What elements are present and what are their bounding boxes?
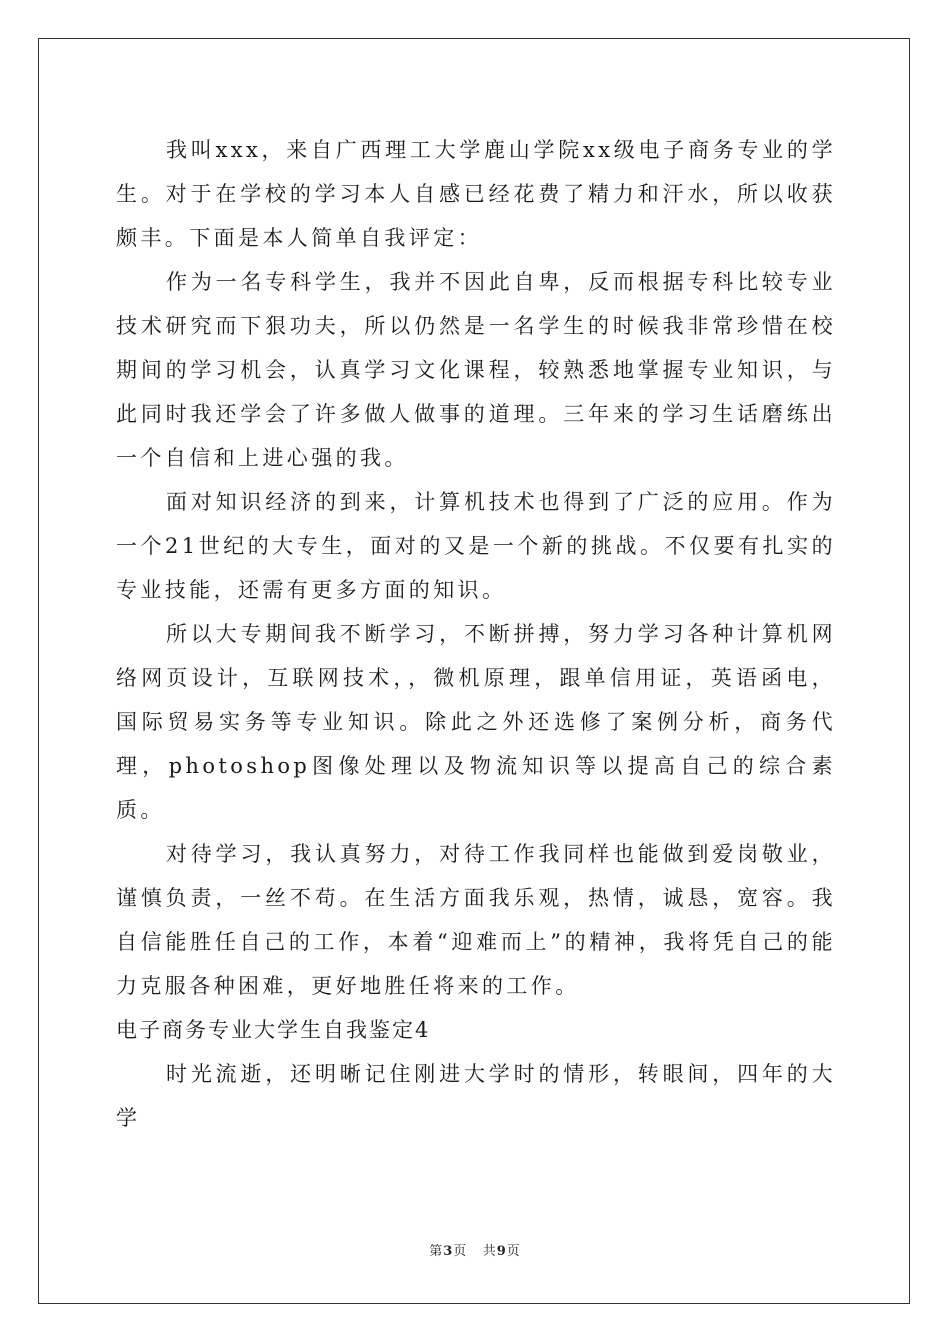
page-prefix: 第 — [429, 1244, 444, 1259]
total-pages: 9 — [496, 1244, 507, 1259]
paragraph-courses: 所以大专期间我不断学习，不断拼搏，努力学习各种计算机网络网页设计，互联网技术，，微机原理，跟单信用证，英语函电，国际贸易实务等专业知识。除此之外还选修了案例分析，商务代理，photoshop图像处理以及物流知识等以提高自己的综合素质。 — [116, 622, 836, 822]
page-footer — [0, 1240, 950, 1259]
page-number: 3 — [443, 1244, 454, 1259]
total-suffix: 页 — [506, 1244, 521, 1259]
paragraph-study: 作为一名专科学生，我并不因此自卑，反而根据专科比较专业技术研究而下狠功夫，所以仍然是一名学生的时候我非常珍惜在校期间的学习机会，认真学习文化课程，较熟悉地掌握专业知识，与此同时我还学会了许多做人做事的道理。三年来的学习生话磨练出一个自信和上进心强的我。 — [116, 270, 836, 470]
section-heading: 电子商务专业大学生自我鉴定4 — [116, 1018, 431, 1042]
paragraph-knowledge-economy: 面对知识经济的到来，计算机技术也得到了广泛的应用。作为一个21世纪的大专生，面对的又是一个新的挑战。不仅要有扎实的专业技能，还需有更多方面的知识。 — [116, 490, 836, 602]
document-body — [116, 128, 836, 1140]
paragraph-intro: 我叫xxx，来自广西理工大学鹿山学院xx级电子商务专业的学生。对于在学校的学习本人自感已经花费了精力和汗水，所以收获颇丰。下面是本人简单自我评定： — [116, 138, 836, 250]
paragraph-attitude: 对待学习，我认真努力，对待工作我同样也能做到爱岗敬业，谨慎负责，一丝不苟。在生活方面我乐观，热情，诚恳，宽容。我自信能胜任自己的工作，本着“迎难而上”的精神，我将凭自己的能力克服各种困难，更好地胜任将来的工作。 — [116, 842, 836, 998]
page-suffix: 页 — [453, 1244, 468, 1259]
paragraph-continued: 时光流逝，还明晰记住刚进大学时的情形，转眼间，四年的大学 — [116, 1062, 836, 1130]
total-prefix: 共 — [482, 1244, 497, 1259]
